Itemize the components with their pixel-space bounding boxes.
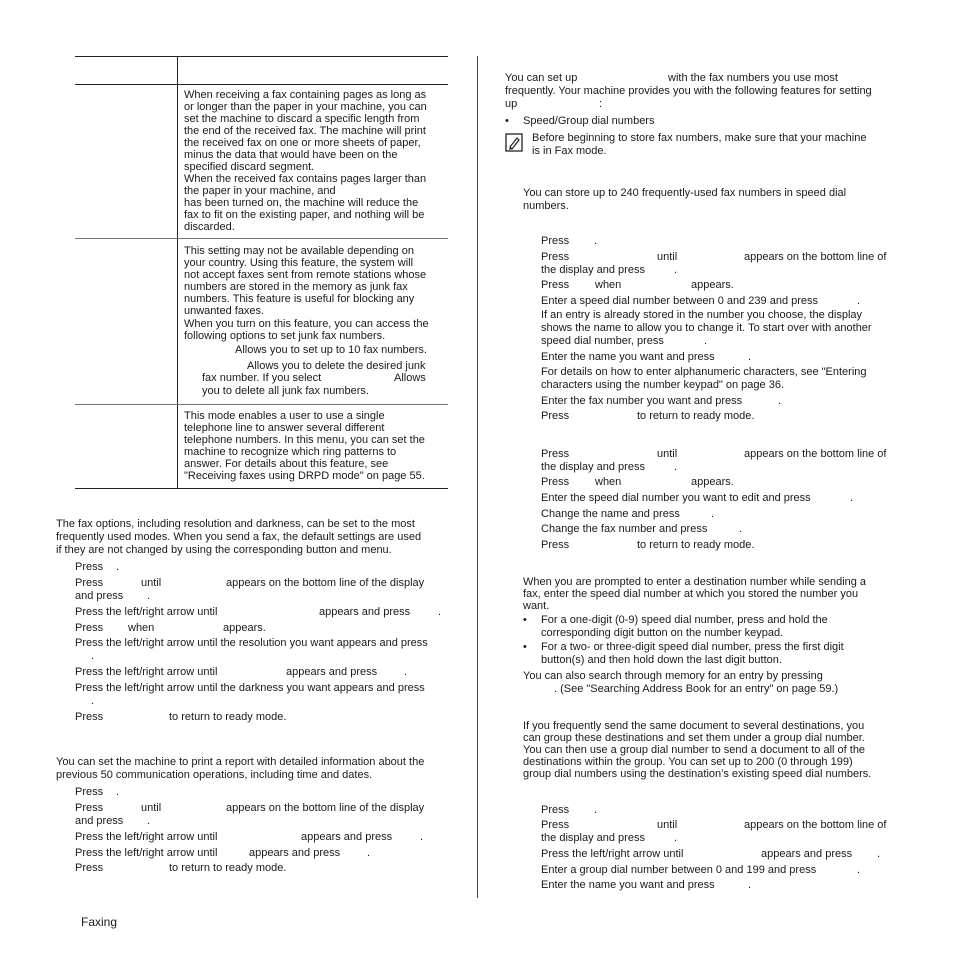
table-text-line: has been turned on, the machine will reduce the xyxy=(184,197,419,209)
bullet-item: corresponding digit button on the number keypad. xyxy=(541,627,784,639)
column-divider xyxy=(477,56,478,898)
table-text-line: following options to set junk fax numbers. xyxy=(184,330,386,342)
table-text-line: numbers are stored in the memory as junk fax xyxy=(184,281,408,293)
paragraph-line: If you frequently send the same document to several destinations, you xyxy=(523,720,865,732)
junk-option-delete: fax number. If you select xyxy=(202,372,322,384)
note-pencil-icon xyxy=(505,133,524,153)
table-top-rule xyxy=(75,56,448,57)
bullet-item: Speed/Group dial numbers xyxy=(523,115,655,127)
junk-option-delete: Allows xyxy=(394,372,426,384)
table-text-line: set the machine to discard a specific length from xyxy=(184,113,420,125)
paragraph-line: numbers. xyxy=(523,200,569,212)
table-text-line: telephone line to answer several different xyxy=(184,422,385,434)
table-text-line: discarded. xyxy=(184,221,235,233)
table-column-rule xyxy=(177,56,178,488)
bullet-item: For a one-digit (0-9) speed dial number, press and hold the xyxy=(541,614,828,626)
table-text-line: When receiving a fax containing pages as long as xyxy=(184,89,427,101)
paragraph-line: You can then use a group dial number to send a document to all of the xyxy=(523,744,866,756)
junk-option-delete: Allows you to delete the desired junk xyxy=(247,360,426,372)
paragraph-line: if they are not changed by using the corresponding button and menu. xyxy=(56,544,392,556)
table-text-line: telephone numbers. In this menu, you can set the xyxy=(184,434,425,446)
paragraph-line: want. xyxy=(523,600,550,612)
bullet-item: For a two- or three-digit speed dial number, press the first digit xyxy=(541,641,844,653)
table-row-separator xyxy=(75,238,448,239)
table-text-line: or longer than the paper in your machine, you can xyxy=(184,101,427,113)
table-text-line: your country. Using this feature, the system will xyxy=(184,257,414,269)
table-text-line: the end of the received fax. The machine will print xyxy=(184,125,426,137)
page-footer-section: Faxing xyxy=(81,915,118,929)
table-bottom-rule xyxy=(75,488,448,489)
note-text: is in Fax mode. xyxy=(532,145,607,157)
table-text-line: When the received fax contains pages larger than xyxy=(184,173,427,185)
table-text-line: unwanted faxes. xyxy=(184,305,265,317)
table-text-line: not accept faxes sent from remote stations whose xyxy=(184,269,427,281)
paragraph-line: group dial numbers using the destination’s existing speed dial numbers. xyxy=(523,768,872,780)
table-text-line: machine to recognize which ring patterns to xyxy=(184,446,397,458)
bullet-dot: • xyxy=(523,614,527,626)
paragraph-line: fax, enter the speed dial number at which you stored the number you xyxy=(523,588,859,600)
junk-option-set: Allows you to set up to 10 fax numbers. xyxy=(235,344,427,356)
paragraph-line: destinations within the group. You can set up to 200 (0 through 199) xyxy=(523,756,853,768)
paragraph-line: The fax options, including resolution and darkness, can be set to the most xyxy=(56,518,415,530)
paragraph-line: previous 50 communication operations, including time and dates. xyxy=(56,769,373,781)
bullet-dot: • xyxy=(523,641,527,653)
paragraph-line: frequently used modes. When you send a fax, the default settings are used xyxy=(56,531,422,543)
table-text-line: specified discard segment. xyxy=(184,161,315,173)
paragraph-line: can group these destinations and set them under a group dial number. xyxy=(523,732,865,744)
paragraph-line: . (See "Searching Address Book for an entry" on page 59.) xyxy=(554,683,839,695)
table-text-line: minus the data that would have been on the xyxy=(184,149,398,161)
paragraph-line: You can store up to 240 frequently-used fax numbers in speed dial xyxy=(523,187,847,199)
table-text-line: the received fax on one or more sheets of paper, xyxy=(184,137,421,149)
note-text: Before beginning to store fax numbers, make sure that your machine xyxy=(532,132,867,144)
table-text-line: When you turn on this feature, you can access the xyxy=(184,318,429,330)
table-text-line: "Receiving faxes using DRPD mode" on page 55. xyxy=(184,470,425,482)
bullet-item: button(s) and then hold down the last digit button. xyxy=(541,654,782,666)
paragraph-line: You can also search through memory for an entry by pressing xyxy=(523,670,823,682)
table-text-line: the paper in your machine, and xyxy=(184,185,336,197)
junk-option-delete: you to delete all junk fax numbers. xyxy=(202,385,369,397)
table-text-line: answer. For details about this feature, see xyxy=(184,458,389,470)
table-text-line: This mode enables a user to use a single xyxy=(184,410,385,422)
table-text-line: fax to fit on the existing paper, and nothing will be xyxy=(184,209,425,221)
paragraph-line: frequently. Your machine provides you with the following features for setting xyxy=(505,85,872,97)
paragraph-line: When you are prompted to enter a destination number while sending a xyxy=(523,576,867,588)
table-text-line: numbers. This feature is useful for blocking any xyxy=(184,293,415,305)
table-row-separator xyxy=(75,404,448,405)
paragraph-line: You can set the machine to print a report with detailed information about the xyxy=(56,756,425,768)
table-text-line: This setting may not be available depending on xyxy=(184,245,414,257)
table-header-rule xyxy=(75,84,448,85)
bullet-dot: • xyxy=(505,115,509,127)
